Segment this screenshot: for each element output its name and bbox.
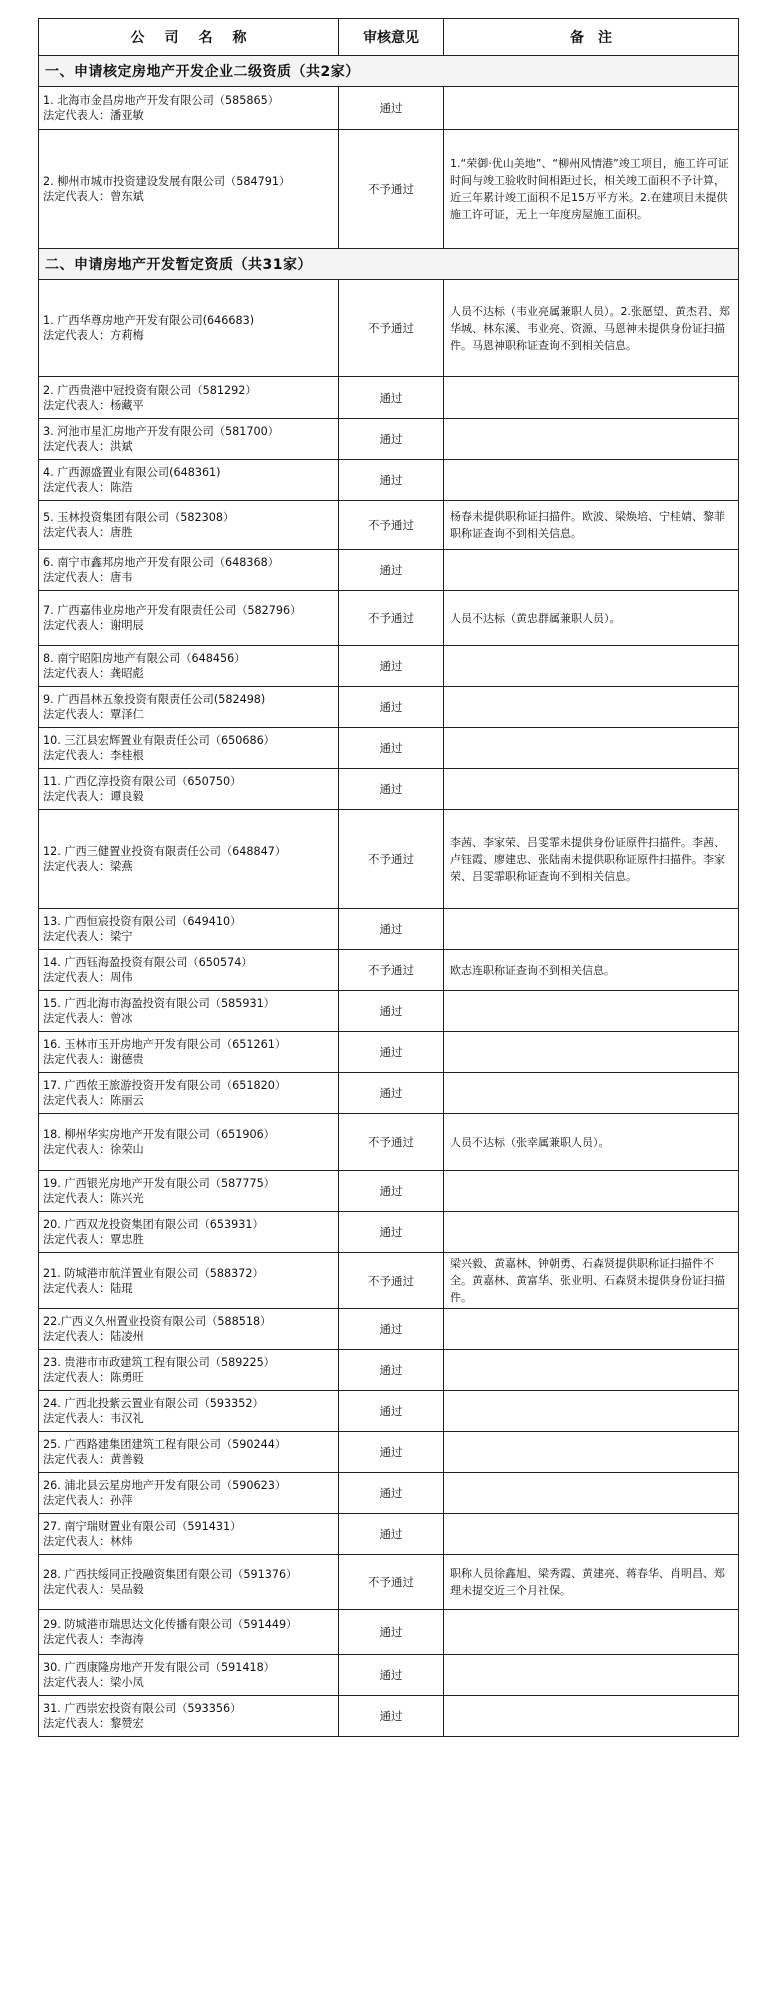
company-name: 17. 广西侬王旅游投资开发有限公司（651820） — [43, 1079, 287, 1092]
table-row — [39, 1655, 739, 1696]
company-name: 12. 广西三健置业投资有限责任公司（648847） — [43, 845, 287, 858]
legal-representative: 法定代表人：徐荣山 — [43, 1143, 144, 1156]
company-cell — [39, 1696, 339, 1737]
company-cell — [39, 1655, 339, 1696]
table-row — [39, 950, 739, 991]
remark — [444, 646, 739, 687]
company-cell — [39, 909, 339, 950]
legal-representative: 法定代表人：杨藏平 — [43, 398, 144, 412]
remark: 李茜、李家荣、吕雯霏未提供身份证原件扫描件。李茜、卢钰霞、廖建忠、张陆南未提供职称证原件扫描件。李家荣、吕雯霏职称证查询不到相关信息。 — [444, 810, 739, 909]
table-row — [39, 87, 739, 130]
company-name: 4. 广西源盛置业有限公司(648361) — [43, 466, 221, 479]
remark — [444, 1432, 739, 1473]
remark: 人员不达标（韦业亮属兼职人员）。2.张愿望、黄杰君、郑华城、林东溪、韦业亮、资源、马恩神未提供身份证扫描件。马恩神职称证查询不到相关信息。 — [444, 280, 739, 377]
company-cell — [39, 1253, 339, 1309]
review-opinion: 不予通过 — [339, 1253, 444, 1309]
company-cell — [39, 810, 339, 909]
review-opinion: 通过 — [339, 1309, 444, 1350]
remark — [444, 1073, 739, 1114]
table-row — [39, 646, 739, 687]
remark — [444, 769, 739, 810]
table-row — [39, 909, 739, 950]
company-name: 18. 柳州华实房地产开发有限公司（651906） — [43, 1128, 275, 1141]
table-row — [39, 1253, 739, 1309]
company-name: 1. 北海市金昌房地产开发有限公司（585865） — [43, 94, 279, 107]
review-opinion: 通过 — [339, 1696, 444, 1737]
company-cell — [39, 1171, 339, 1212]
company-cell — [39, 1610, 339, 1655]
review-opinion: 通过 — [339, 1473, 444, 1514]
company-cell — [39, 1432, 339, 1473]
review-opinion: 通过 — [339, 550, 444, 591]
company-cell — [39, 769, 339, 810]
company-cell — [39, 1114, 339, 1171]
company-name: 14. 广西钰海盈投资有限公司（650574） — [43, 956, 253, 969]
legal-representative: 法定代表人：唐胜 — [43, 526, 133, 539]
opinion-header: 审核意见 — [339, 19, 444, 56]
remark: 欧志连职称证查询不到相关信息。 — [444, 950, 739, 991]
company-name: 26. 浦北县云星房地产开发有限公司（590623） — [43, 1479, 287, 1492]
remark — [444, 419, 739, 460]
review-result-table — [38, 18, 739, 1737]
review-opinion: 通过 — [339, 419, 444, 460]
legal-representative: 法定代表人：韦汉礼 — [43, 1412, 144, 1425]
review-opinion: 通过 — [339, 87, 444, 130]
legal-representative: 法定代表人：陈兴光 — [43, 1192, 144, 1205]
remark — [444, 1032, 739, 1073]
legal-representative: 法定代表人：李桂根 — [43, 749, 144, 762]
legal-representative: 法定代表人：梁小凤 — [43, 1676, 144, 1689]
company-name: 30. 广西康隆房地产开发有限公司（591418） — [43, 1661, 275, 1674]
review-opinion: 不予通过 — [339, 591, 444, 646]
remark — [444, 909, 739, 950]
legal-representative: 法定代表人：龚昭彪 — [43, 667, 144, 680]
legal-representative: 法定代表人：周伟 — [43, 971, 133, 984]
company-name: 3. 河池市星汇房地产开发有限公司（581700） — [43, 425, 279, 438]
review-opinion: 不予通过 — [339, 810, 444, 909]
table-row — [39, 687, 739, 728]
remark — [444, 377, 739, 419]
company-name: 8. 南宁昭阳房地产有限公司（648456） — [43, 652, 246, 665]
review-opinion: 通过 — [339, 646, 444, 687]
table-row — [39, 1432, 739, 1473]
review-opinion: 不予通过 — [339, 1555, 444, 1610]
table-row — [39, 810, 739, 909]
remark — [444, 87, 739, 130]
company-cell — [39, 460, 339, 501]
company-cell — [39, 1073, 339, 1114]
review-opinion: 通过 — [339, 1391, 444, 1432]
remark — [444, 1514, 739, 1555]
review-opinion: 不予通过 — [339, 501, 444, 550]
company-cell — [39, 550, 339, 591]
company-cell — [39, 87, 339, 130]
company-name: 11. 广西亿淳投资有限公司（650750） — [43, 775, 242, 788]
remark: 职称人员徐鑫旭、梁秀霞、黄建亮、蒋春华、肖明昌、郑理未提交近三个月社保。 — [444, 1555, 739, 1610]
table-row — [39, 550, 739, 591]
company-cell — [39, 1309, 339, 1350]
legal-representative: 法定代表人：林炜 — [43, 1535, 133, 1548]
review-opinion: 通过 — [339, 1610, 444, 1655]
review-opinion: 不予通过 — [339, 950, 444, 991]
table-row — [39, 1391, 739, 1432]
company-cell — [39, 646, 339, 687]
review-opinion: 通过 — [339, 1032, 444, 1073]
legal-representative: 法定代表人：陆琨 — [43, 1281, 133, 1295]
legal-representative: 法定代表人：李海涛 — [43, 1633, 144, 1646]
remark — [444, 460, 739, 501]
table-row — [39, 991, 739, 1032]
company-name: 22.广西义久州置业投资有限公司（588518） — [43, 1315, 272, 1328]
legal-representative: 法定代表人：谢德贵 — [43, 1053, 144, 1066]
review-opinion: 通过 — [339, 687, 444, 728]
company-cell — [39, 377, 339, 419]
company-name: 1. 广西华尊房地产开发有限公司(646683) — [43, 314, 255, 327]
company-name: 28. 广西扶绥同正投融资集团有限公司（591376） — [43, 1568, 298, 1581]
company-name: 27. 南宁瑞财置业有限公司（591431） — [43, 1520, 242, 1533]
remark — [444, 1610, 739, 1655]
section-title-row — [39, 56, 739, 87]
table-row — [39, 280, 739, 377]
table-row — [39, 728, 739, 769]
review-opinion: 通过 — [339, 1432, 444, 1473]
legal-representative: 法定代表人：覃忠胜 — [43, 1233, 144, 1246]
table-row — [39, 460, 739, 501]
table-row — [39, 1610, 739, 1655]
company-cell — [39, 1212, 339, 1253]
legal-representative: 法定代表人：陆凌州 — [43, 1330, 144, 1343]
company-name: 25. 广西路建集团建筑工程有限公司（590244） — [43, 1438, 287, 1451]
remark: 人员不达标（黄忠群属兼职人员）。 — [444, 591, 739, 646]
company-name: 20. 广西双龙投资集团有限公司（653931） — [43, 1218, 264, 1231]
table-header-row — [39, 19, 739, 56]
company-name: 6. 南宁市鑫邦房地产开发有限公司（648368） — [43, 556, 279, 569]
company-cell — [39, 1514, 339, 1555]
remark — [444, 550, 739, 591]
remark — [444, 991, 739, 1032]
section-title-row — [39, 249, 739, 280]
company-cell — [39, 130, 339, 249]
remark — [444, 1350, 739, 1391]
company-name: 2. 柳州市城市投资建设发展有限公司（584791） — [43, 175, 291, 188]
company-name: 19. 广西银光房地产开发有限公司（587775） — [43, 1177, 275, 1190]
section-title: 一、申请核定房地产开发企业二级资质（共2家） — [39, 56, 739, 87]
company-name: 5. 玉林投资集团有限公司（582308） — [43, 511, 235, 524]
review-opinion: 通过 — [339, 1171, 444, 1212]
review-opinion: 通过 — [339, 1212, 444, 1253]
table-row — [39, 1350, 739, 1391]
remark — [444, 1696, 739, 1737]
remark — [444, 1212, 739, 1253]
company-name: 16. 玉林市玉开房地产开发有限公司（651261） — [43, 1038, 287, 1051]
remark: 人员不达标（张幸属兼职人员）。 — [444, 1114, 739, 1171]
review-opinion: 通过 — [339, 769, 444, 810]
company-name: 29. 防城港市瑞思达文化传播有限公司（591449） — [43, 1618, 298, 1631]
review-opinion: 不予通过 — [339, 1114, 444, 1171]
company-name: 21. 防城港市航洋置业有限公司（588372） — [43, 1266, 264, 1280]
legal-representative: 法定代表人：黎赞宏 — [43, 1717, 144, 1730]
company-name: 15. 广西北海市海盈投资有限公司（585931） — [43, 997, 275, 1010]
legal-representative: 法定代表人：孙萍 — [43, 1494, 133, 1507]
company-cell — [39, 591, 339, 646]
review-opinion: 通过 — [339, 1350, 444, 1391]
review-opinion: 通过 — [339, 1655, 444, 1696]
company-cell — [39, 280, 339, 377]
legal-representative: 法定代表人：潘亚敏 — [43, 109, 144, 122]
review-opinion: 通过 — [339, 377, 444, 419]
remark — [444, 1473, 739, 1514]
table-row — [39, 769, 739, 810]
company-cell — [39, 501, 339, 550]
table-row — [39, 1114, 739, 1171]
table-row — [39, 419, 739, 460]
company-name: 10. 三江县宏辉置业有限责任公司（650686） — [43, 734, 275, 747]
remark: 1.“荣御·优山美地”、“柳州风情港”竣工项目，施工许可证时间与竣工验收时间相距过长，相关竣工面积不予计算，近三年累计竣工面积不足15万平方米。2.在建项目未提供施工许可证，无上一年度房屋施工面积。 — [444, 130, 739, 249]
company-cell — [39, 419, 339, 460]
review-opinion: 通过 — [339, 1514, 444, 1555]
company-cell — [39, 1032, 339, 1073]
table-row — [39, 130, 739, 249]
legal-representative: 法定代表人：梁宁 — [43, 930, 133, 943]
legal-representative: 法定代表人：陈勇旺 — [43, 1371, 144, 1384]
table-row — [39, 591, 739, 646]
review-opinion: 通过 — [339, 728, 444, 769]
company-name: 13. 广西恒宸投资有限公司（649410） — [43, 915, 242, 928]
remark — [444, 728, 739, 769]
review-opinion: 通过 — [339, 1073, 444, 1114]
remark — [444, 1171, 739, 1212]
legal-representative: 法定代表人：覃泽仁 — [43, 708, 144, 721]
company-cell — [39, 950, 339, 991]
company-cell — [39, 991, 339, 1032]
remark: 梁兴毅、黄嘉林、钟朝勇、石森贤提供职称证扫描件不全。黄嘉林、黄富华、张业明、石森贤未提供身份证扫描件。 — [444, 1253, 739, 1309]
table-row — [39, 1696, 739, 1737]
company-cell — [39, 1350, 339, 1391]
review-opinion: 不予通过 — [339, 130, 444, 249]
table-row — [39, 1073, 739, 1114]
company-name: 9. 广西昌林五象投资有限责任公司(582498) — [43, 693, 266, 706]
note-header: 备注 — [444, 19, 739, 56]
remark: 杨春未提供职称证扫描件。欧波、梁焕培、宁桂婧、黎菲职称证查询不到相关信息。 — [444, 501, 739, 550]
company-name: 7. 广西嘉伟业房地产开发有限责任公司（582796） — [43, 604, 302, 617]
review-opinion: 通过 — [339, 460, 444, 501]
remark — [444, 1309, 739, 1350]
table-row — [39, 1212, 739, 1253]
table-row — [39, 377, 739, 419]
legal-representative: 法定代表人：谭良毅 — [43, 790, 144, 803]
table-row — [39, 501, 739, 550]
table-row — [39, 1309, 739, 1350]
legal-representative: 法定代表人：曾东斌 — [43, 190, 144, 203]
company-name-header: 公司名称 — [39, 19, 339, 56]
table-row — [39, 1555, 739, 1610]
legal-representative: 法定代表人：洪斌 — [43, 440, 133, 453]
table-body — [39, 56, 739, 1737]
legal-representative: 法定代表人：梁燕 — [43, 860, 133, 873]
company-name: 23. 贵港市市政建筑工程有限公司（589225） — [43, 1356, 275, 1369]
section-title: 二、申请房地产开发暂定资质（共31家） — [39, 249, 739, 280]
legal-representative: 法定代表人：谢明辰 — [43, 619, 144, 632]
company-cell — [39, 728, 339, 769]
company-cell — [39, 1555, 339, 1610]
company-name: 31. 广西崇宏投资有限公司（593356） — [43, 1702, 242, 1715]
legal-representative: 法定代表人：吴品毅 — [43, 1583, 144, 1596]
table-row — [39, 1514, 739, 1555]
legal-representative: 法定代表人：唐韦 — [43, 571, 133, 584]
legal-representative: 法定代表人：方莉梅 — [43, 329, 144, 342]
legal-representative: 法定代表人：陈浩 — [43, 481, 133, 494]
table-row — [39, 1473, 739, 1514]
company-name: 2. 广西贵港中冠投资有限公司（581292） — [43, 383, 257, 397]
review-opinion: 通过 — [339, 991, 444, 1032]
company-cell — [39, 1391, 339, 1432]
legal-representative: 法定代表人：黄善毅 — [43, 1453, 144, 1466]
table-row — [39, 1171, 739, 1212]
legal-representative: 法定代表人：曾冰 — [43, 1012, 133, 1025]
remark — [444, 1655, 739, 1696]
review-opinion: 通过 — [339, 909, 444, 950]
legal-representative: 法定代表人：陈丽云 — [43, 1094, 144, 1107]
company-name: 24. 广西北投紫云置业有限公司（593352） — [43, 1397, 264, 1410]
remark — [444, 687, 739, 728]
table-row — [39, 1032, 739, 1073]
review-opinion: 不予通过 — [339, 280, 444, 377]
remark — [444, 1391, 739, 1432]
company-cell — [39, 1473, 339, 1514]
company-cell — [39, 687, 339, 728]
